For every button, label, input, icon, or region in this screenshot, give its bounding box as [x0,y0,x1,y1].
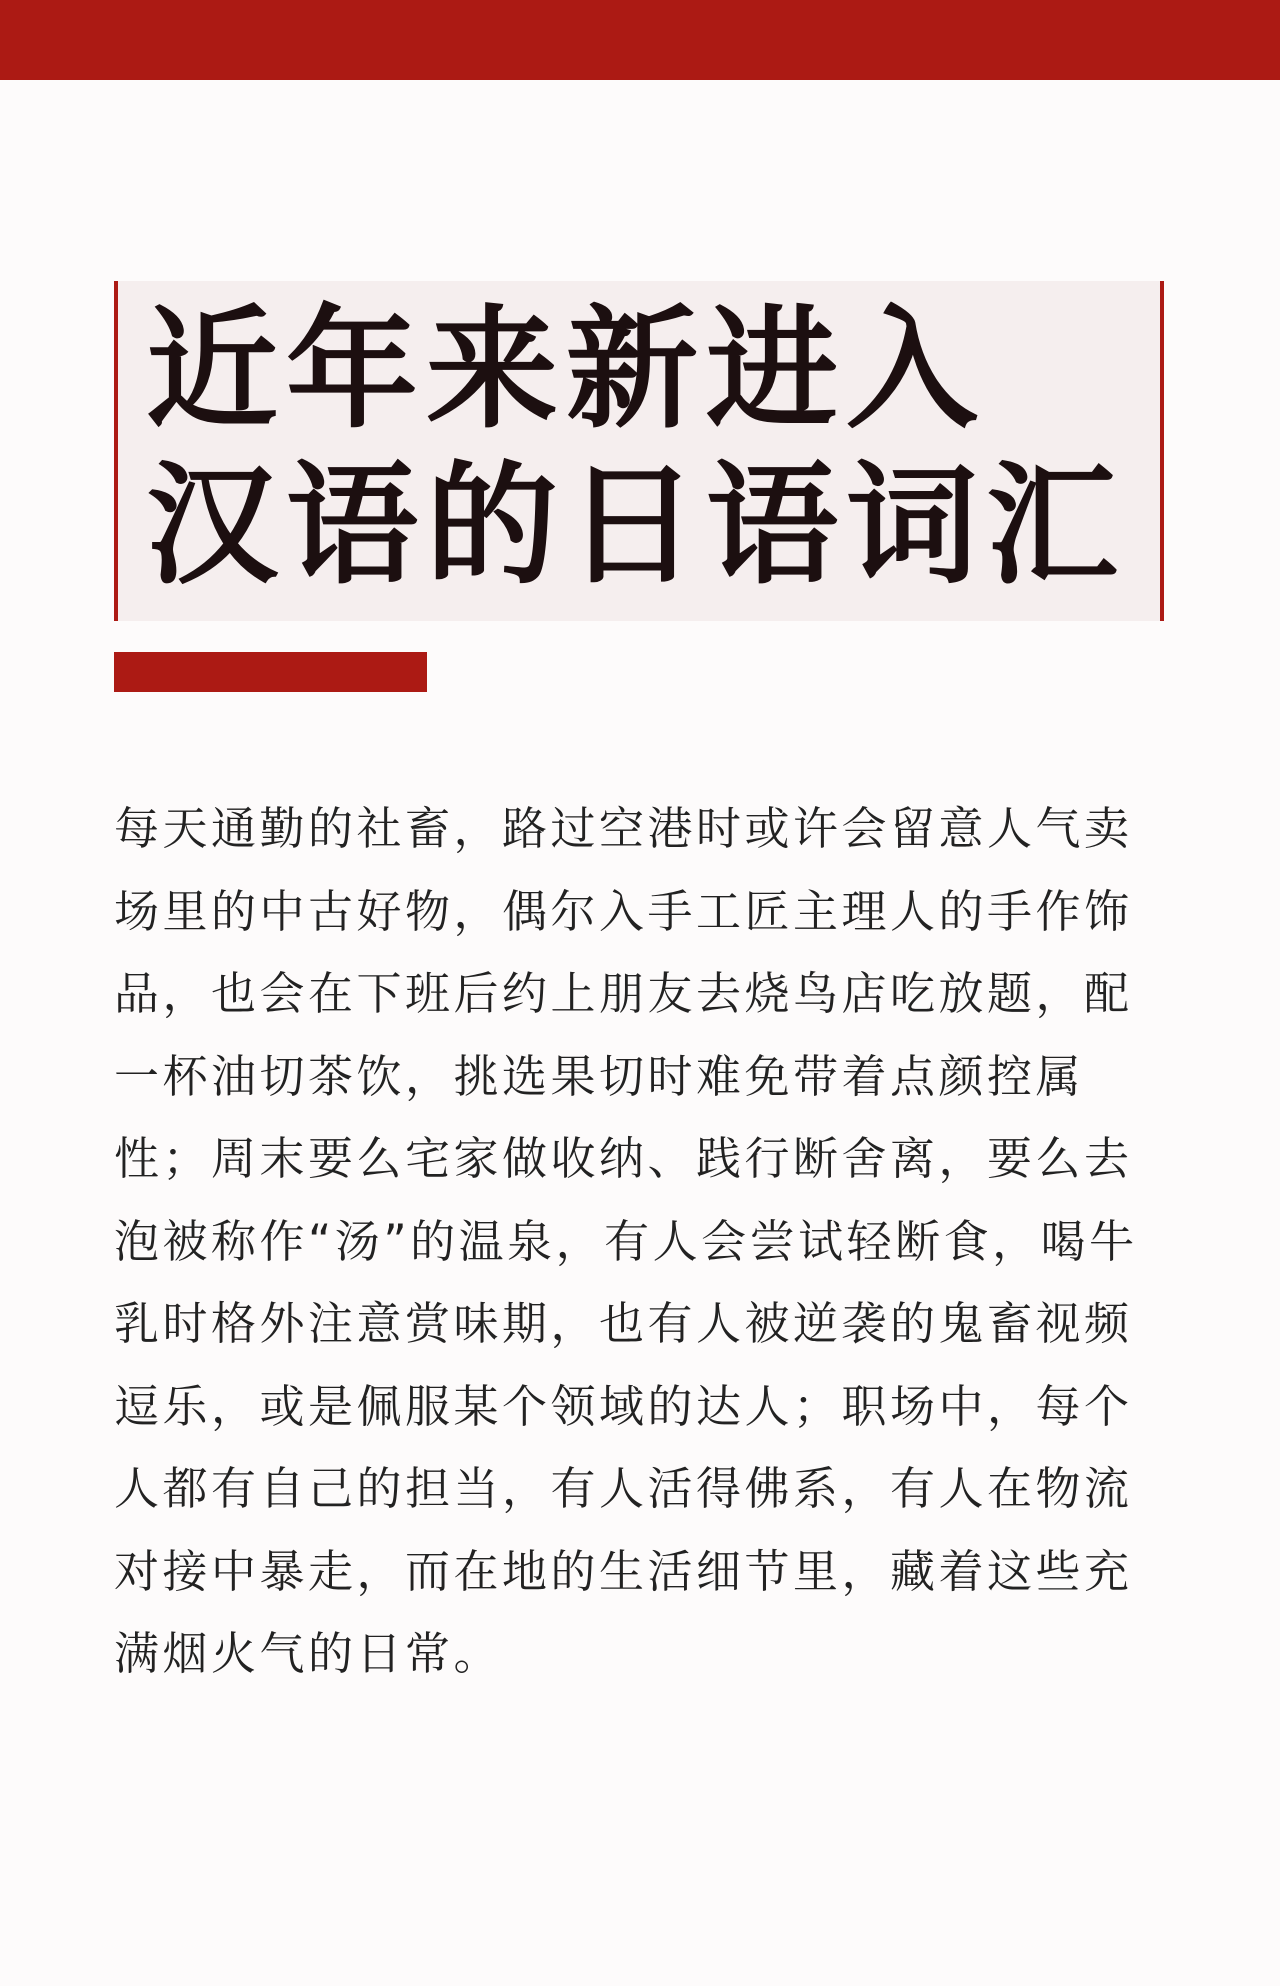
body-line: 乳时格外注意赏味期，也有人被逆袭的鬼畜视频 [114,1297,1133,1350]
page-title-line-1: 近年来新进入 [146,293,986,447]
body-line: 场里的中古好物，偶尔入手工匠主理人的手作饰 [114,884,1133,938]
body-line: 逗乐，或是佩服某个领域的达人；职场中，每个 [114,1379,1133,1433]
body-line: 每天通勤的社畜，路过空港时或许会留意人气卖 [114,802,1133,855]
body-line: 人都有自己的担当，有人活得佛系，有人在物流 [114,1462,1133,1515]
body-line: 一杯油切茶饮，挑选果切时难免带着点颜控属 [114,1049,1085,1103]
top-banner-bar [0,0,1280,80]
body-line: 满烟火气的日常。 [114,1627,503,1680]
title-box [114,281,1164,621]
body-paragraph [114,788,1138,1696]
title-accent-bar [114,652,427,692]
page-title-line-2: 汉语的日语词汇 [146,449,1126,603]
body-line: 品，也会在下班后约上朋友去烧鸟店吃放题，配 [114,967,1133,1020]
body-line: 性；周末要么宅家做收纳、践行断舍离，要么去 [114,1132,1133,1185]
body-line: 泡被称作“汤”的温泉，有人会尝试轻断食，喝牛 [114,1214,1138,1268]
body-line: 对接中暴走，而在地的生活细节里，藏着这些充 [114,1544,1133,1598]
